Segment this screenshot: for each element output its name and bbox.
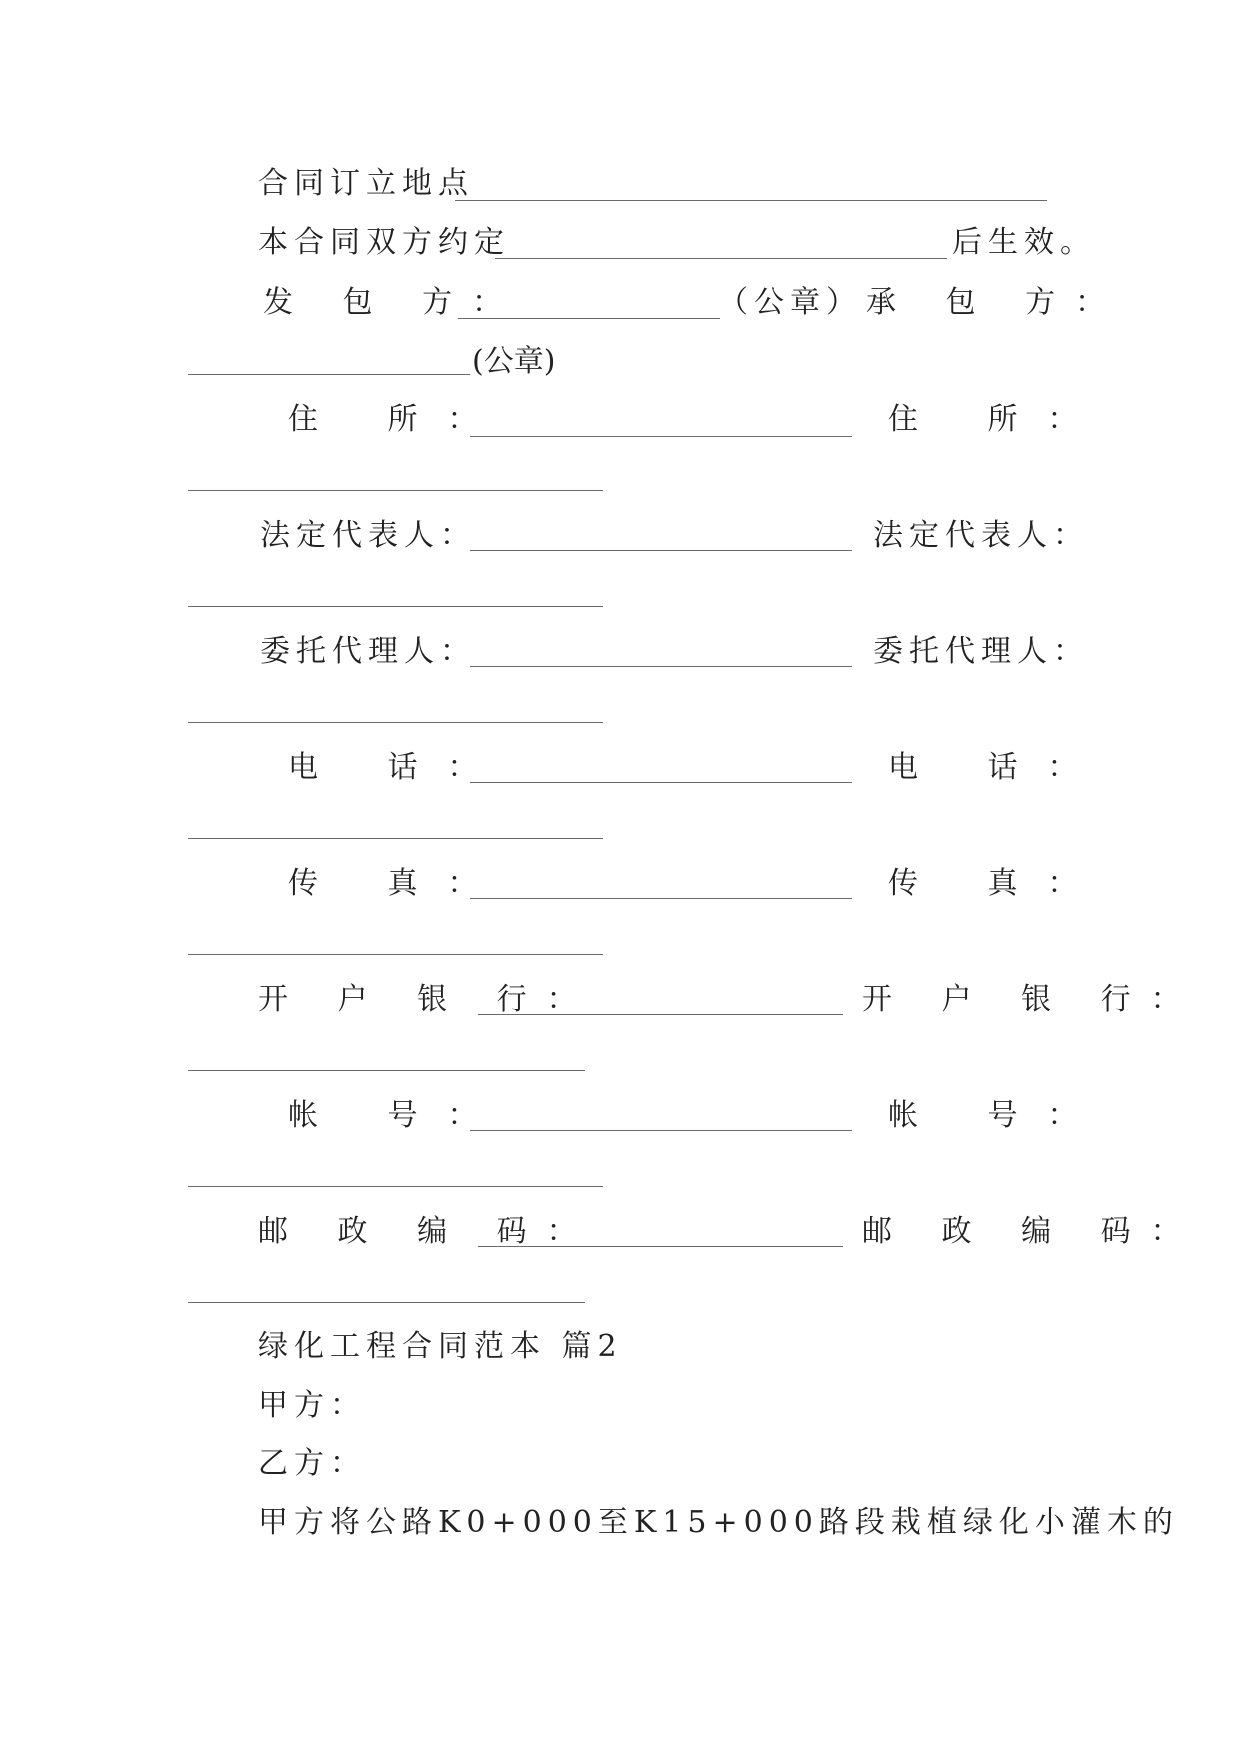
agent-label-left: 委托代理人： xyxy=(260,634,476,669)
section-title: 绿化工程合同范本 篇2 xyxy=(258,1329,623,1364)
postcode-blank-right xyxy=(188,1302,585,1303)
agent-blank-left xyxy=(470,666,852,667)
postcode-label-right: 邮 政 编 码： xyxy=(862,1214,1201,1249)
issuer-blank xyxy=(458,318,720,319)
section-body-text: 甲方将公路K0+000至K15+000路段栽植绿化小灌木的 xyxy=(258,1505,1179,1540)
effective-blank xyxy=(495,258,947,259)
sign-place-label: 合同订立地点 xyxy=(258,166,474,201)
issuer-seal: （公章） xyxy=(718,285,862,320)
agent-blank-right xyxy=(188,722,603,723)
account-label-right: 帐 号： xyxy=(888,1098,1108,1133)
bank-blank-right xyxy=(188,1070,585,1071)
account-blank-left xyxy=(470,1130,852,1131)
address-blank-left xyxy=(470,436,852,437)
account-blank-right xyxy=(188,1186,603,1187)
fax-label-left: 传 真： xyxy=(288,866,508,901)
phone-label-left: 电 话： xyxy=(288,750,508,785)
address-label-right: 住 所： xyxy=(888,402,1108,437)
postcode-label-left: 邮 政 编 码： xyxy=(258,1214,597,1249)
phone-label-right: 电 话： xyxy=(888,750,1108,785)
account-label-left: 帐 号： xyxy=(288,1098,508,1133)
legal-rep-label-left: 法定代表人： xyxy=(260,518,476,553)
party-b-label: 乙方： xyxy=(258,1446,366,1481)
legal-rep-blank-left xyxy=(470,550,852,551)
contractor-seal: (公章) xyxy=(472,344,556,379)
agent-label-right: 委托代理人： xyxy=(873,634,1089,669)
phone-blank-left xyxy=(470,782,852,783)
legal-rep-blank-right xyxy=(188,606,603,607)
contractor-label: 承 包 方： xyxy=(866,285,1126,320)
party-a-label: 甲方： xyxy=(258,1388,366,1423)
address-label-left: 住 所： xyxy=(288,402,508,437)
issuer-label: 发 包 方： xyxy=(263,285,523,320)
effective-prefix: 本合同双方约定 xyxy=(258,225,510,260)
address-blank-right xyxy=(188,490,603,491)
sign-place-blank xyxy=(455,200,1047,201)
fax-blank-right xyxy=(188,954,603,955)
contractor-blank xyxy=(188,374,470,375)
effective-suffix: 后生效。 xyxy=(952,225,1096,260)
legal-rep-label-right: 法定代表人： xyxy=(873,518,1089,553)
phone-blank-right xyxy=(188,838,603,839)
fax-blank-left xyxy=(470,898,852,899)
bank-label-left: 开 户 银 行： xyxy=(258,982,597,1017)
postcode-blank-left xyxy=(478,1246,843,1247)
fax-label-right: 传 真： xyxy=(888,866,1108,901)
bank-blank-left xyxy=(478,1014,843,1015)
bank-label-right: 开 户 银 行： xyxy=(862,982,1201,1017)
